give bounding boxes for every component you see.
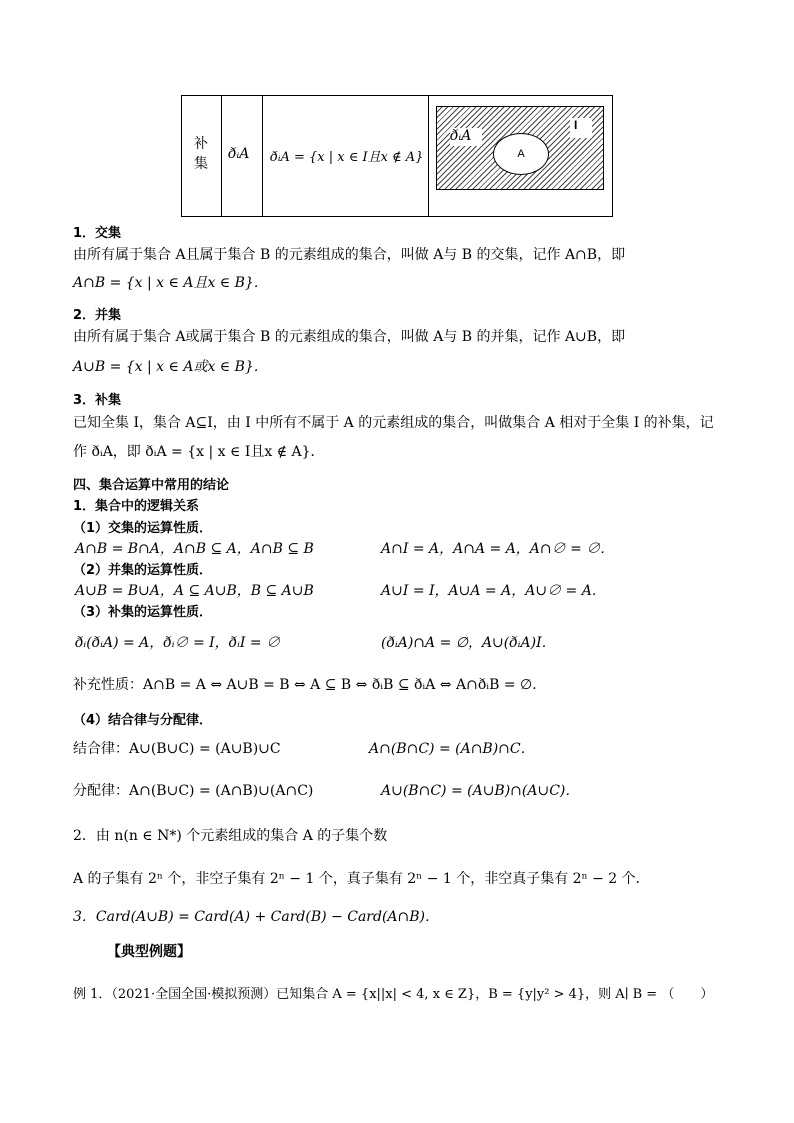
intersection-properties-right: A∩I = A，A∩A = A，A∩∅ = ∅． [381,541,615,557]
union-properties-left: A∪B = B∪A，A ⊆ A∪B，B ⊆ A∪B [75,583,314,599]
distributive-law-right: A∪(B∩C) = (A∪B)∩(A∪C)． [381,783,580,799]
property-title-laws: （4）结合律与分配律． [73,713,213,728]
table-definition: ðᵢA = {x | x ∈ I且x ∉ A} [270,150,424,165]
example-1: 例 1．（2021·全国全国·模拟预测）已知集合 A = {x||x| < 4, x ∈ Z}，B = {y|y² > 4}，则 A∣ B = （ ） [73,987,714,1002]
section-title-complement: 3．补集 [73,393,122,408]
complement-properties-right: (ðᵢA)∩A = ∅，A∪(ðᵢA)I． [381,635,556,651]
table-divider [262,96,263,216]
section-title-union: 2．并集 [73,308,122,323]
complement-formula: 作 ðᵢA，即 ðᵢA = {x | x ∈ I且x ∉ A}． [73,444,325,460]
union-properties-right: A∪I = I，A∪A = A，A∪∅ = A． [381,583,606,599]
table-divider [428,96,429,216]
intersection-formula: A∩B = {x | x ∈ A且x ∈ B}． [73,275,268,291]
venn-complement-label: ðᵢA [450,128,482,146]
examples-header: 【典型例题】 [107,944,191,960]
venn-set-label: A [517,148,525,160]
venn-set-a [493,133,549,175]
section-title-conclusions: 四、集合运算中常用的结论 [73,478,230,493]
venn-universe-label: I [570,118,592,138]
complement-definition: 已知全集 I，集合 A⊆I，由 I 中所有不属于 A 的元素组成的集合，叫做集合 A 相对于全集 I 的补集，记 [73,415,714,431]
union-definition: 由所有属于集合 A或属于集合 B 的元素组成的集合，叫做 A与 B 的并集，记作 A∪B，即 [73,329,626,345]
subsection-logic: 1．集合中的逻辑关系 [73,499,200,514]
table-symbol: ðᵢA [228,146,250,162]
complement-properties-left: ðᵢ(ðᵢA) = A，ðᵢ∅ = I，ðᵢI = ∅ [75,635,281,651]
associative-law-right: A∩(B∩C) = (A∩B)∩C． [369,741,535,757]
intersection-definition: 由所有属于集合 A且属于集合 B 的元素组成的集合，叫做 A与 B 的交集，记作 A∩B，即 [73,247,626,263]
property-title-complement: （3）补集的运算性质． [73,605,213,620]
distributive-law-left: 分配律：A∩(B∪C) = (A∩B)∪(A∩C) [73,783,314,799]
table-row-name: 补 集 [194,136,208,172]
property-title-intersection: （1）交集的运算性质． [73,521,213,536]
supplementary-properties: 补充性质：A∩B = A ⇔ A∪B = B ⇔ A ⊆ B ⇔ ðᵢB ⊆ ðᵢA ⇔ A∩ðᵢB = ∅． [73,677,547,693]
associative-law-left: 结合律：A∪(B∪C) = (A∪B)∪C [73,741,281,757]
subset-count-title: 2．由 n(n ∈ N*) 个元素组成的集合 A 的子集个数 [73,828,388,844]
intersection-properties-left: A∩B = B∩A，A∩B ⊆ A，A∩B ⊆ B [75,541,314,557]
union-formula: A∪B = {x | x ∈ A或x ∈ B}． [73,359,268,375]
table-divider [221,96,222,216]
section-title-intersection: 1．交集 [73,226,122,241]
property-title-union: （2）并集的运算性质． [73,563,213,578]
subset-count-line: A 的子集有 2ⁿ 个，非空子集有 2ⁿ − 1 个，真子集有 2ⁿ − 1 个，非空真子集有 2ⁿ − 2 个． [73,871,650,887]
cardinality-formula: 3．Card(A∪B) = Card(A) + Card(B) − Card(A∩B)． [73,909,440,925]
